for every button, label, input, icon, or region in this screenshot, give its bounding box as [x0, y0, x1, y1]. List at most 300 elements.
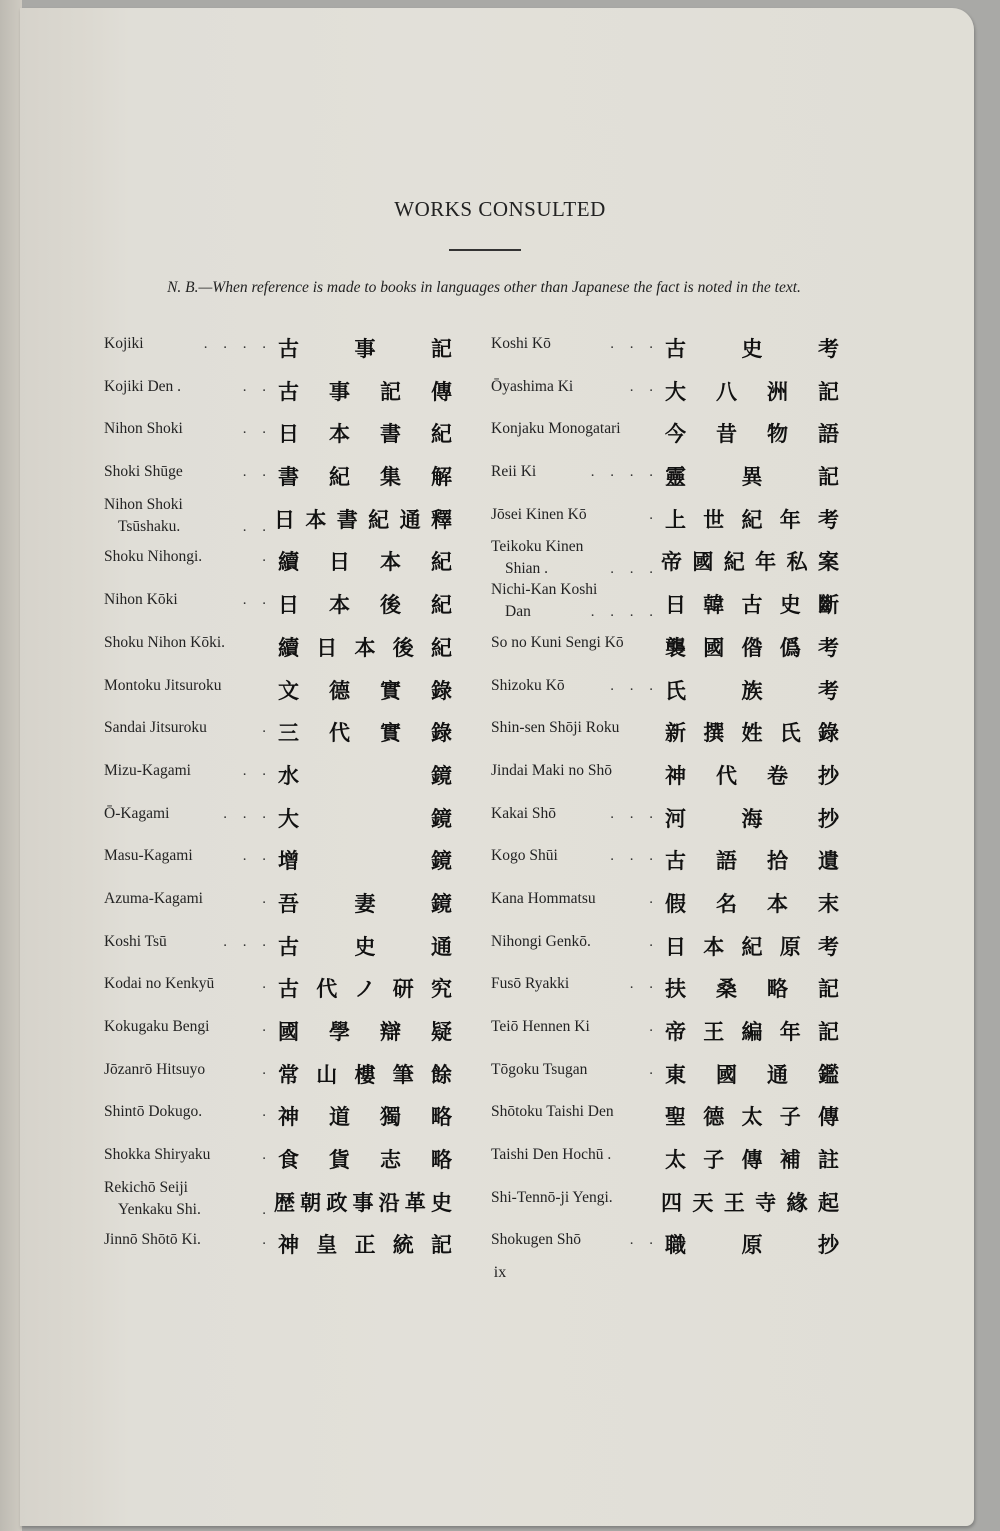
japanese-title	[665, 418, 839, 448]
japanese-character: 大	[278, 806, 299, 831]
japanese-character: 本	[703, 934, 725, 959]
romanized-title	[491, 581, 659, 624]
romanized-title-line: Reii Ki	[491, 463, 537, 481]
romanized-title	[104, 410, 272, 453]
japanese-character: 王	[723, 1190, 745, 1215]
japanese-character: 洲	[767, 379, 788, 404]
romanized-title-line: Jōzanrō Hitsuyo	[104, 1060, 206, 1078]
japanese-character: 事	[354, 337, 376, 361]
japanese-character: 異	[741, 465, 763, 490]
japanese-title	[274, 1187, 452, 1217]
work-entry	[491, 1051, 839, 1094]
japanese-character: 錄	[431, 678, 452, 703]
japanese-title	[665, 1144, 839, 1174]
page-title: WORKS CONSULTED	[394, 197, 606, 221]
japanese-character: 氏	[779, 721, 801, 746]
japanese-character: 紀	[329, 465, 350, 490]
romanized-title	[104, 1008, 272, 1051]
romanized-title-line: Teiō Hennen Ki	[491, 1018, 590, 1035]
work-entry	[491, 709, 839, 752]
japanese-character: 書	[380, 422, 401, 447]
romanized-title	[491, 496, 659, 539]
romanized-title	[491, 624, 659, 667]
japanese-character: 代	[329, 721, 350, 746]
japanese-character: 新	[665, 721, 686, 746]
work-entry	[104, 410, 452, 453]
leader-dots: . .	[242, 464, 272, 481]
japanese-character: 鏡	[431, 891, 452, 916]
japanese-character: 紀	[431, 422, 452, 447]
leader-dots: . . .	[610, 561, 659, 578]
japanese-character: 解	[431, 465, 452, 490]
japanese-character: 記	[431, 1233, 452, 1258]
leader-dots: . . .	[610, 677, 659, 694]
leader-dots: . .	[242, 421, 272, 438]
japanese-title	[278, 931, 452, 961]
japanese-character: 辯	[380, 1020, 401, 1044]
romanized-title-line: Koshi Tsū	[104, 932, 167, 950]
japanese-character: 後	[380, 593, 401, 618]
romanized-title-line: Jinnō Shōtō Ki.	[104, 1231, 201, 1249]
japanese-character: 氏	[665, 678, 686, 703]
japanese-character: 略	[431, 1148, 452, 1173]
work-entry	[104, 624, 452, 667]
japanese-character: 本	[329, 593, 350, 618]
work-entry	[104, 752, 452, 795]
japanese-character: 拾	[767, 849, 788, 874]
leader-dots: .	[262, 890, 272, 907]
japanese-character: 太	[665, 1148, 686, 1173]
leader-dots: . . .	[610, 848, 659, 865]
leader-dots: .	[262, 720, 272, 737]
japanese-character: 史	[354, 934, 376, 959]
japanese-character: 鑑	[818, 1062, 839, 1087]
leader-dots: . .	[629, 1232, 659, 1249]
romanized-title	[104, 1179, 272, 1222]
leader-dots: .	[649, 1019, 659, 1035]
romanized-title	[104, 1136, 272, 1179]
japanese-title	[665, 1016, 839, 1046]
romanized-title-line: Fusō Ryakki	[491, 975, 570, 993]
japanese-character: 餘	[431, 1062, 452, 1087]
japanese-title	[665, 760, 839, 790]
leader-dots: .	[262, 1104, 272, 1121]
leader-dots: .	[649, 1061, 659, 1078]
japanese-character: 本	[354, 635, 376, 660]
japanese-character: 本	[305, 507, 327, 532]
japanese-title	[278, 888, 452, 918]
romanized-title	[104, 965, 272, 1008]
japanese-character: 山	[316, 1062, 338, 1087]
japanese-character: 紀	[741, 934, 763, 959]
japanese-character: 靈	[665, 465, 686, 490]
leader-dots: . .	[242, 378, 272, 395]
romanized-title	[104, 752, 272, 795]
leader-dots: .	[649, 933, 659, 950]
work-entry	[491, 837, 839, 880]
japanese-title	[278, 376, 452, 406]
romanized-title	[491, 410, 659, 453]
japanese-character: 代	[316, 977, 338, 1002]
japanese-character: 略	[431, 1105, 452, 1130]
japanese-character: 註	[818, 1148, 839, 1173]
romanized-title-line: Sandai Jitsuroku	[104, 719, 207, 737]
japanese-character: 古	[741, 593, 763, 618]
japanese-character: 帝	[661, 550, 682, 575]
romanized-title-line: Nihon Shoki	[104, 420, 183, 438]
japanese-character: 紀	[431, 550, 452, 575]
japanese-character: 上	[665, 507, 686, 532]
japanese-character: 日	[665, 593, 686, 618]
japanese-character: 古	[665, 849, 686, 874]
japanese-character: 代	[716, 763, 737, 788]
japanese-character: 緣	[786, 1190, 808, 1215]
japanese-character: 常	[278, 1062, 299, 1087]
japanese-title	[661, 546, 839, 576]
japanese-character: 原	[741, 1233, 763, 1258]
work-entry	[491, 453, 839, 496]
japanese-character: 日	[278, 422, 299, 447]
japanese-character: 國	[278, 1020, 299, 1044]
romanized-title	[104, 496, 272, 539]
japanese-character: 正	[354, 1233, 376, 1258]
work-entry	[491, 1221, 839, 1264]
romanized-title-line: Teikoku Kinen	[491, 538, 584, 556]
japanese-character: 天	[692, 1190, 714, 1215]
japanese-character: 國	[692, 550, 714, 575]
japanese-character: 續	[278, 635, 299, 660]
japanese-character: 紀	[741, 507, 763, 532]
japanese-title	[665, 461, 839, 491]
romanized-title	[104, 667, 272, 710]
japanese-character: 書	[336, 507, 358, 532]
romanized-title	[104, 453, 272, 496]
japanese-character: 物	[767, 422, 788, 447]
work-entry	[491, 795, 839, 838]
japanese-character: 政	[326, 1190, 348, 1215]
romanized-title-line: Montoku Jitsuroku	[104, 676, 222, 694]
japanese-character: 獨	[380, 1105, 401, 1130]
japanese-character: 年	[779, 1020, 801, 1044]
japanese-title	[278, 418, 452, 448]
japanese-character: 皇	[316, 1233, 338, 1258]
japanese-character: 四	[661, 1190, 682, 1215]
work-entry	[104, 1008, 452, 1051]
work-entry	[104, 1051, 452, 1094]
leader-dots: . . .	[610, 805, 659, 822]
japanese-character: 末	[818, 891, 839, 916]
romanized-title	[104, 795, 272, 838]
japanese-title	[665, 333, 839, 363]
japanese-title	[665, 1229, 839, 1259]
romanized-title	[104, 1093, 272, 1136]
japanese-character: 襲	[665, 635, 686, 660]
work-entry	[491, 538, 839, 581]
romanized-title	[104, 923, 272, 966]
japanese-character: 錄	[431, 721, 452, 746]
japanese-title	[665, 1059, 839, 1089]
japanese-character: 革	[404, 1190, 426, 1215]
work-entry	[104, 837, 452, 880]
work-entry	[104, 1221, 452, 1264]
romanized-title-line: Shin-sen Shōji Roku	[491, 719, 620, 737]
works-list-right	[491, 325, 839, 1264]
japanese-title	[278, 546, 452, 576]
work-entry	[104, 923, 452, 966]
romanized-title-line: Nihon Kōki	[104, 591, 178, 609]
romanized-title-line: Kogo Shūi	[491, 847, 558, 865]
japanese-title	[278, 675, 452, 705]
romanized-title-line: Shokugen Shō	[491, 1231, 581, 1249]
work-entry	[104, 453, 452, 496]
japanese-character: 記	[380, 379, 401, 404]
japanese-character: 八	[716, 379, 737, 404]
japanese-character: 聖	[665, 1105, 686, 1130]
work-entry	[491, 667, 839, 710]
nb-note: N. B.—When reference is made to books in languages other than Japanese the fact is noted in the text.	[167, 279, 801, 296]
japanese-character: 抄	[818, 1233, 839, 1258]
leader-dots: .	[649, 890, 659, 907]
romanized-title	[104, 1221, 272, 1264]
japanese-title	[278, 1059, 452, 1089]
japanese-character: 事	[329, 379, 350, 404]
romanized-title-line: Nihongi Genkō.	[491, 932, 591, 950]
romanized-title	[491, 880, 659, 923]
japanese-title	[665, 632, 839, 662]
romanized-title-line: Shokka Shiryaku	[104, 1146, 211, 1164]
japanese-title	[278, 1229, 452, 1259]
japanese-character: 學	[329, 1020, 350, 1044]
title-rule	[449, 249, 521, 251]
japanese-character: 史	[741, 337, 763, 361]
japanese-character: 通	[399, 507, 421, 532]
romanized-title	[491, 752, 659, 795]
japanese-character: 大	[665, 379, 686, 404]
japanese-character: 國	[716, 1062, 737, 1087]
japanese-character: 日	[665, 934, 686, 959]
japanese-character: 錄	[818, 721, 839, 746]
japanese-title	[665, 675, 839, 705]
japanese-character: 朝	[300, 1190, 322, 1215]
japanese-character: 本	[380, 550, 401, 575]
leader-dots: . . . .	[590, 464, 659, 481]
japanese-title	[278, 760, 452, 790]
japanese-title	[665, 845, 839, 875]
japanese-character: 紀	[723, 550, 745, 575]
japanese-character: 僞	[779, 635, 801, 660]
japanese-character: 文	[278, 678, 299, 703]
japanese-character: 研	[392, 977, 414, 1002]
romanized-title	[104, 624, 272, 667]
japanese-title	[665, 888, 839, 918]
work-entry	[491, 410, 839, 453]
romanized-title	[491, 1008, 659, 1051]
romanized-title	[491, 1136, 659, 1179]
work-entry	[104, 709, 452, 752]
romanized-title-line: Shi-Tennō-ji Yengi.	[491, 1188, 613, 1206]
japanese-character: 貨	[329, 1148, 350, 1173]
japanese-character: 集	[380, 465, 401, 490]
japanese-character: 三	[278, 721, 299, 746]
japanese-title	[278, 589, 452, 619]
japanese-character: 通	[431, 934, 452, 959]
japanese-character: 傳	[431, 379, 452, 404]
japanese-character: 釋	[430, 507, 452, 532]
leader-dots: .	[262, 1147, 272, 1164]
romanized-title	[104, 709, 272, 752]
romanized-title-line: Jindai Maki no Shō	[491, 761, 612, 779]
japanese-character: 鏡	[431, 763, 452, 788]
japanese-character: 略	[767, 977, 788, 1002]
work-entry	[491, 624, 839, 667]
japanese-character: 考	[818, 678, 839, 703]
leader-dots: . .	[242, 518, 272, 535]
japanese-character: 語	[818, 422, 839, 447]
work-entry	[491, 923, 839, 966]
work-entry	[104, 495, 452, 539]
japanese-character: 水	[278, 763, 299, 788]
romanized-title-continuation: Yenkaku Shi.	[118, 1200, 201, 1218]
leader-dots: .	[649, 506, 659, 523]
leader-dots: . .	[242, 762, 272, 779]
japanese-character: 日	[316, 635, 338, 660]
romanized-title-line: Ōyashima Ki	[491, 377, 574, 395]
japanese-character: 紀	[431, 593, 452, 618]
japanese-character: 寺	[755, 1190, 777, 1215]
japanese-character: 記	[818, 977, 839, 1002]
leader-dots: . . .	[610, 336, 659, 352]
japanese-character: 太	[741, 1105, 763, 1130]
romanized-title-line: Kodai no Kenkyū	[104, 975, 215, 993]
japanese-character: 本	[329, 422, 350, 447]
japanese-character: 古	[278, 379, 299, 404]
romanized-title	[491, 667, 659, 710]
japanese-character: 傳	[741, 1148, 763, 1173]
japanese-character: 考	[818, 635, 839, 660]
romanized-title-line: Azuma-Kagami	[104, 889, 203, 907]
japanese-character: 續	[278, 550, 299, 575]
japanese-character: 子	[779, 1105, 801, 1130]
japanese-character: 鏡	[431, 806, 452, 831]
japanese-title	[665, 589, 839, 619]
romanized-title	[491, 837, 659, 880]
japanese-character: 妻	[354, 891, 376, 916]
japanese-character: 事	[352, 1190, 374, 1215]
japanese-character: 原	[779, 934, 801, 959]
work-entry	[104, 1136, 452, 1179]
japanese-character: 韓	[703, 593, 725, 618]
japanese-character: 語	[716, 849, 737, 874]
japanese-title	[278, 333, 452, 363]
work-entry	[491, 581, 839, 624]
romanized-title-line: Kakai Shō	[491, 804, 557, 822]
romanized-title-line: Tōgoku Tsugan	[491, 1060, 588, 1078]
japanese-title	[278, 1144, 452, 1174]
japanese-character: 古	[278, 337, 299, 361]
romanized-title-line: Taishi Den Hochū .	[491, 1146, 612, 1164]
japanese-character: 考	[818, 934, 839, 959]
japanese-character: 昔	[716, 422, 737, 447]
japanese-title	[665, 931, 839, 961]
japanese-character: 記	[431, 337, 452, 361]
japanese-character: 傳	[818, 1105, 839, 1130]
leader-dots: . . . .	[203, 336, 272, 352]
japanese-character: 國	[703, 635, 725, 660]
leader-dots: .	[262, 1201, 272, 1218]
japanese-character: 德	[329, 678, 350, 703]
japanese-character: 本	[767, 891, 788, 916]
japanese-title	[278, 845, 452, 875]
japanese-character: 吾	[278, 891, 299, 916]
leader-dots: . .	[629, 976, 659, 993]
work-entry	[104, 368, 452, 411]
leader-dots: .	[262, 549, 272, 566]
japanese-character: 記	[818, 465, 839, 490]
japanese-character: 編	[741, 1020, 763, 1044]
romanized-title	[104, 880, 272, 923]
japanese-character: 神	[665, 763, 686, 788]
romanized-title-line: Nichi-Kan Koshi	[491, 581, 598, 599]
romanized-title	[491, 538, 659, 581]
japanese-character: 神	[278, 1233, 299, 1258]
japanese-character: 德	[703, 1105, 725, 1130]
japanese-character: 案	[817, 550, 839, 575]
work-entry	[491, 1179, 839, 1222]
romanized-title-line: Kokugaku Bengi	[104, 1018, 210, 1035]
japanese-character: 私	[786, 550, 808, 575]
romanized-title-continuation: Dan	[505, 603, 531, 621]
japanese-title	[665, 803, 839, 833]
japanese-character: 扶	[665, 977, 686, 1002]
japanese-character: 日	[274, 507, 295, 532]
leader-dots: . . .	[223, 805, 272, 822]
work-entry	[104, 880, 452, 923]
japanese-character: 年	[755, 550, 777, 575]
romanized-title-line: Kojiki	[104, 335, 144, 352]
romanized-title	[491, 1093, 659, 1136]
previous-page-edge	[0, 0, 22, 1531]
japanese-character: 神	[278, 1105, 299, 1130]
japanese-character: 今	[665, 422, 686, 447]
work-entry	[104, 667, 452, 710]
japanese-character: 抄	[818, 763, 839, 788]
romanized-title-line: Konjaku Monogatari	[491, 420, 621, 438]
japanese-character: 偺	[741, 635, 763, 660]
works-list-left	[104, 325, 452, 1264]
japanese-title	[278, 632, 452, 662]
japanese-character: 後	[392, 635, 414, 660]
japanese-character: 通	[767, 1062, 788, 1087]
romanized-title	[491, 709, 659, 752]
japanese-character: 古	[665, 337, 686, 361]
romanized-title-line: Kana Hommatsu	[491, 889, 596, 907]
work-entry	[104, 965, 452, 1008]
work-entry	[104, 325, 452, 368]
leader-dots: . .	[629, 378, 659, 395]
leader-dots: . .	[242, 592, 272, 609]
work-entry	[104, 581, 452, 624]
japanese-character: 史	[779, 593, 801, 618]
romanized-title	[104, 325, 272, 368]
japanese-character: 究	[431, 977, 452, 1002]
japanese-character: 筆	[392, 1062, 414, 1087]
japanese-character: 遺	[818, 849, 839, 874]
japanese-title	[278, 717, 452, 747]
japanese-title	[665, 376, 839, 406]
romanized-title	[491, 1179, 659, 1222]
work-entry	[491, 1093, 839, 1136]
romanized-title	[491, 1221, 659, 1264]
